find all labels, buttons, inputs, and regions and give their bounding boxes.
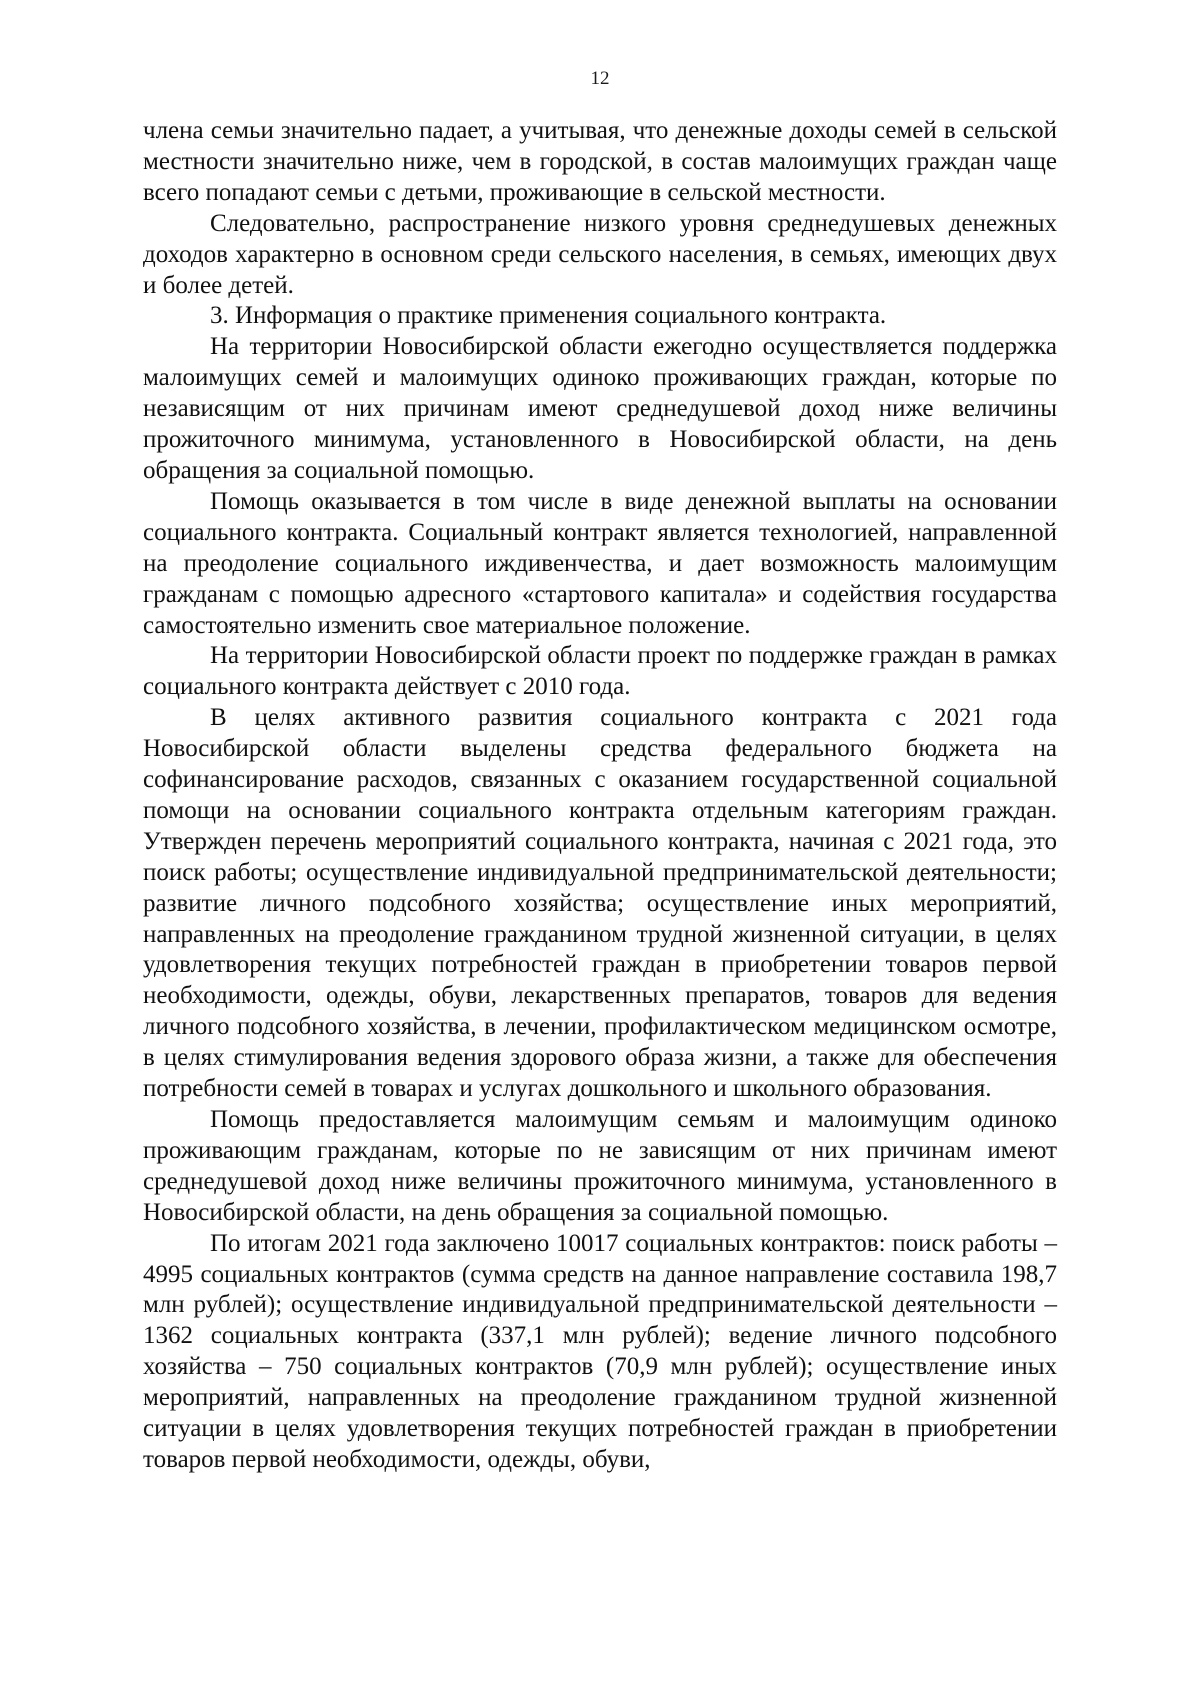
document-body (143, 116, 1057, 1476)
paragraph-project: На территории Новосибирской области проект по поддержке граждан в рамках социального контракта действует с 2010 года. (143, 642, 1057, 701)
paragraph-conclusion: Следовательно, распространение низкого уровня среднедушевых денежных доходов характерно в основном среди сельского населения, в семьях, имеющих двух и более детей. (143, 209, 1057, 299)
paragraph-support: На территории Новосибирской области ежегодно осуществляется поддержка малоимущих семей и малоимущих одиноко проживающих граждан, которые по независящим от них причинам имеют среднедушевой доход ниже величины прожиточного минимума, установленного в Новосибирской области, на день обращения за социальной помощью. (143, 333, 1057, 484)
section-heading: 3. Информация о практике применения социального контракта. (210, 302, 887, 330)
paragraph-provision: Помощь предоставляется малоимущим семьям и малоимущим одиноко проживающим гражданам, которые по не зависящим от них причинам имеют среднедушевой доход ниже величины прожиточного минимума, установленного в Новосибирской области, на день обращения за социальной помощью. (143, 1106, 1057, 1226)
paragraph-continuation: члена семьи значительно падает, а учитывая, что денежные доходы семей в сельской местности значительно ниже, чем в городской, в состав малоимущих граждан чаще всего попадают семьи с детьми, проживающие в сельской местности. (143, 117, 1057, 206)
paragraph-assistance: Помощь оказывается в том числе в виде денежной выплаты на основании социального контракта. Социальный контракт является технологией, направленной на преодоление социального иждивенчества, и дает возможность малоимущим гражданам с помощью адресного «стартового капитала» и содействия государства самостоятельно изменить свое материальное положение. (143, 487, 1057, 639)
paragraph-development: В целях активного развития социального контракта с 2021 года Новосибирской области выделены средства федерального бюджета на софинансирование расходов, связанных с оказанием государственной социальной помощи на основании социального контракта отдельным категориям граждан. Утвержден перечень мероприятий социального контракта, начиная с 2021 года, это поиск работы; осуществление индивидуальной предпринимательской деятельности; развитие личного подсобного хозяйства; осуществление иных мероприятий, направленных на преодоление гражданином трудной жизненной ситуации, в целях удовлетворения текущих потребностей граждан в приобретении товаров первой необходимости, одежды, обуви, лекарственных препаратов, товаров для ведения личного подсобного хозяйства, в лечении, профилактическом медицинском осмотре, в целях стимулирования ведения здорового образа жизни, а также для обеспечения потребности семей в товарах и услугах дошкольного и школьного образования. (143, 704, 1057, 1103)
paragraph-results-2021: По итогам 2021 года заключено 10017 социальных контрактов: поиск работы – 4995 социальных контрактов (сумма средств на данное направление составила 198,7 млн рублей); осуществление индивидуальной предпринимательской деятельности – 1362 социальных контракта (337,1 млн рублей); ведение личного подсобного хозяйства – 750 социальных контрактов (70,9 млн рублей); осуществление иных мероприятий, направленных на преодоление гражданином трудной жизненной ситуации в целях удовлетворения текущих потребностей граждан в приобретении товаров первой необходимости, одежды, обуви, (143, 1229, 1057, 1473)
page-number: 12 (590, 68, 610, 89)
